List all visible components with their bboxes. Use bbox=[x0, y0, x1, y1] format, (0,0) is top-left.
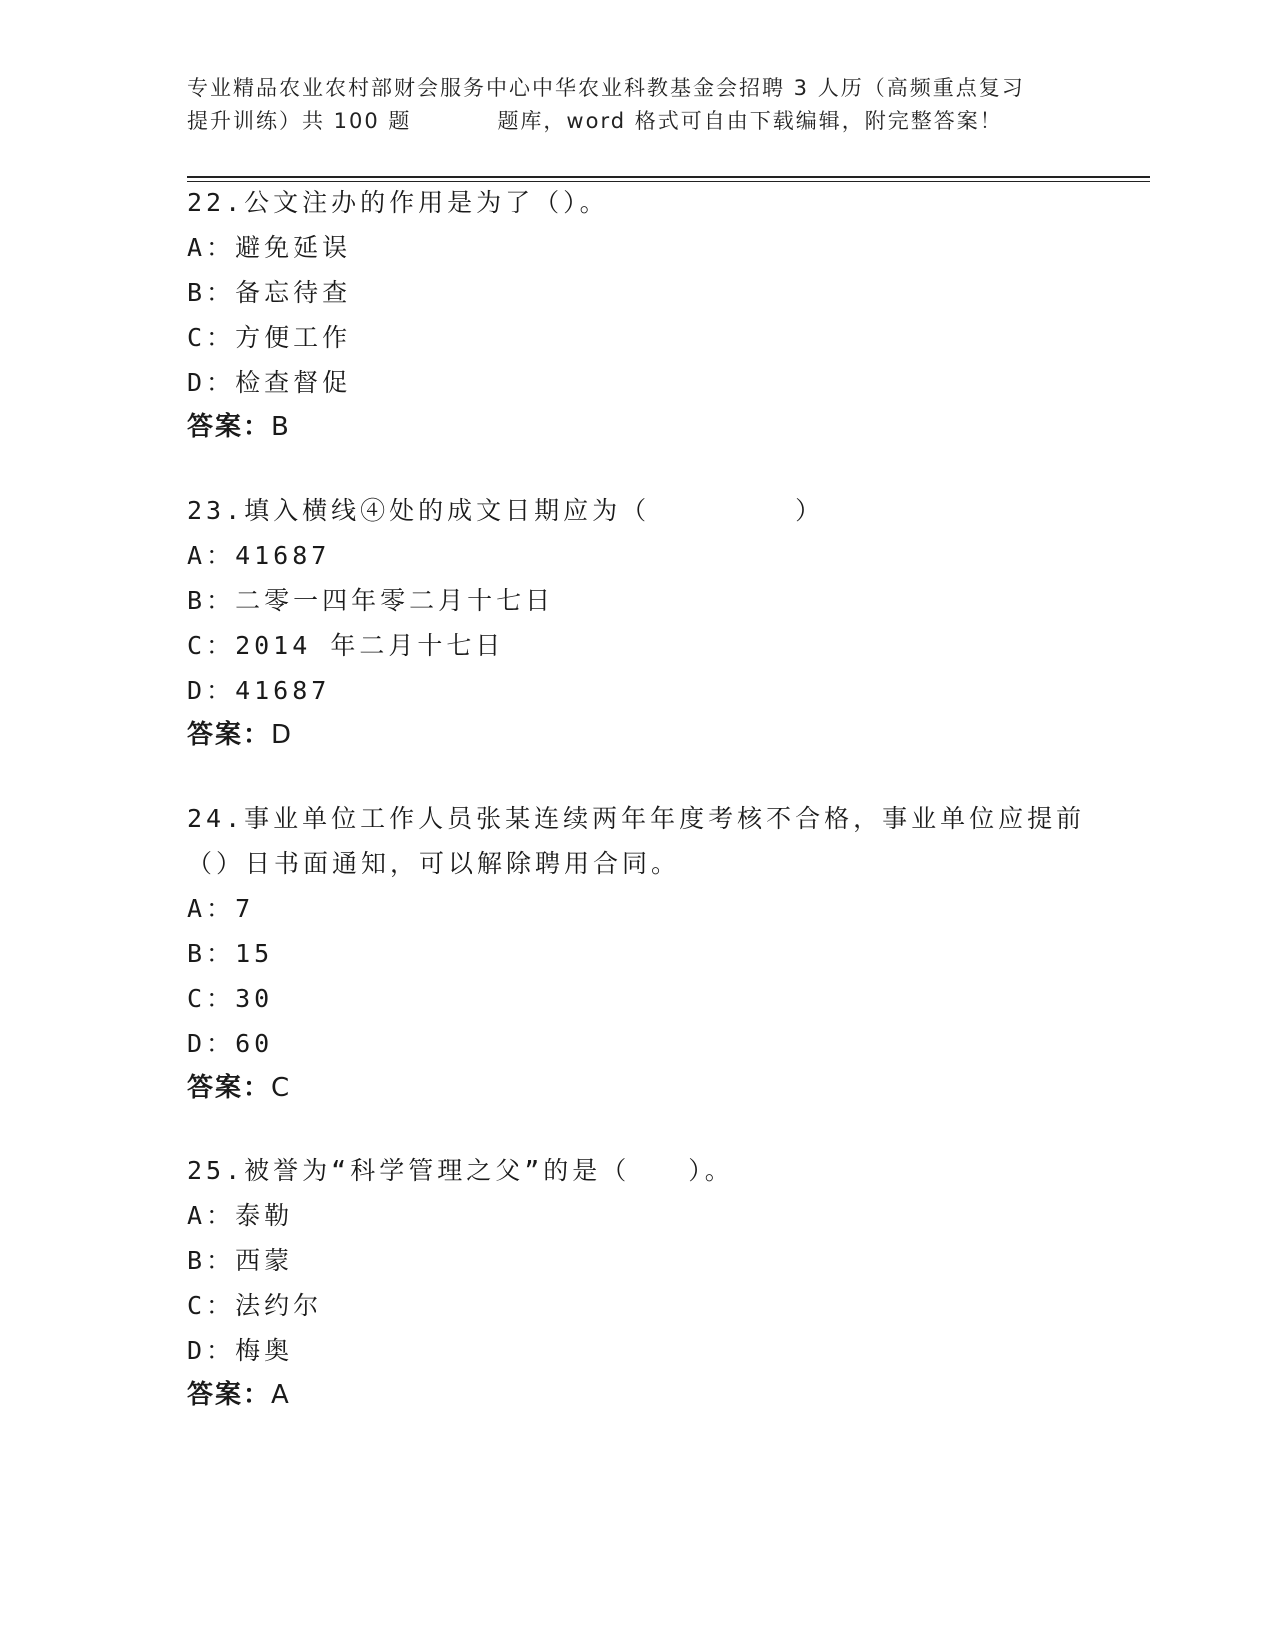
answer-line bbox=[187, 405, 1087, 450]
option-b bbox=[187, 1238, 1087, 1283]
question-stem: 23.填入横线④处的成文日期应为（ ） bbox=[187, 496, 825, 525]
option-text: 西蒙 bbox=[235, 1246, 294, 1275]
question-stem: 22.公文注办的作用是为了（）。 bbox=[187, 188, 609, 217]
option-key: C： bbox=[187, 984, 236, 1013]
answer-label: 答案： bbox=[187, 412, 272, 442]
option-text: 2014 年二月十七日 bbox=[235, 631, 505, 660]
option-a bbox=[187, 886, 1087, 931]
option-b bbox=[187, 931, 1087, 976]
option-key: C： bbox=[187, 1291, 236, 1320]
question-stem: 25.被誉为“科学管理之父”的是（ ）。 bbox=[187, 1156, 734, 1185]
question-block bbox=[187, 1148, 1087, 1418]
option-b bbox=[187, 578, 1087, 623]
option-c bbox=[187, 623, 1087, 668]
option-d bbox=[187, 1021, 1087, 1066]
question-block bbox=[187, 488, 1087, 758]
header-line-1: 专业精品农业农村部财会服务中心中华农业科教基金会招聘 3 人历（高频重点复习 bbox=[187, 76, 1025, 100]
option-key: A： bbox=[187, 541, 236, 570]
answer-value: B bbox=[271, 412, 291, 442]
option-key: A： bbox=[187, 233, 236, 262]
option-text: 方便工作 bbox=[235, 323, 352, 352]
option-text: 30 bbox=[235, 984, 274, 1013]
option-a bbox=[187, 225, 1087, 270]
option-key: D： bbox=[187, 676, 236, 705]
option-text: 41687 bbox=[235, 541, 331, 570]
option-d bbox=[187, 360, 1087, 405]
document-header bbox=[187, 72, 1107, 138]
option-key: D： bbox=[187, 1336, 236, 1365]
option-text: 15 bbox=[235, 939, 274, 968]
header-divider-thick bbox=[187, 176, 1150, 178]
option-key: B： bbox=[187, 586, 236, 615]
answer-label: 答案： bbox=[187, 1380, 272, 1410]
question-block bbox=[187, 180, 1087, 450]
option-a bbox=[187, 1193, 1087, 1238]
answer-line bbox=[187, 1066, 1087, 1111]
answer-line bbox=[187, 713, 1087, 758]
option-text: 泰勒 bbox=[235, 1201, 294, 1230]
option-text: 梅奥 bbox=[235, 1336, 294, 1365]
answer-value: C bbox=[271, 1073, 292, 1103]
option-key: B： bbox=[187, 939, 236, 968]
option-text: 备忘待查 bbox=[235, 278, 352, 307]
option-text: 7 bbox=[235, 894, 255, 923]
answer-line bbox=[187, 1373, 1087, 1418]
answer-value: D bbox=[271, 720, 294, 750]
header-line-2 bbox=[187, 105, 1107, 138]
option-text: 60 bbox=[235, 1029, 274, 1058]
option-key: D： bbox=[187, 368, 236, 397]
answer-label: 答案： bbox=[187, 720, 272, 750]
option-key: D： bbox=[187, 1029, 236, 1058]
option-text: 避免延误 bbox=[235, 233, 352, 262]
option-d bbox=[187, 668, 1087, 713]
option-c bbox=[187, 1283, 1087, 1328]
option-key: B： bbox=[187, 278, 236, 307]
answer-label: 答案： bbox=[187, 1073, 272, 1103]
question-block bbox=[187, 796, 1087, 1111]
option-key: A： bbox=[187, 894, 236, 923]
header-line-2-right: 题库，word 格式可自由下载编辑，附完整答案！ bbox=[497, 109, 1003, 133]
option-key: C： bbox=[187, 631, 236, 660]
option-text: 法约尔 bbox=[235, 1291, 323, 1320]
option-key: A： bbox=[187, 1201, 236, 1230]
option-b bbox=[187, 270, 1087, 315]
option-key: B： bbox=[187, 1246, 236, 1275]
option-text: 41687 bbox=[235, 676, 331, 705]
option-a bbox=[187, 533, 1087, 578]
option-c bbox=[187, 976, 1087, 1021]
question-stem: 24.事业单位工作人员张某连续两年年度考核不合格，事业单位应提前 bbox=[187, 804, 1086, 833]
option-text: 检查督促 bbox=[235, 368, 352, 397]
answer-value: A bbox=[271, 1380, 291, 1410]
question-stem-continued: （）日书面通知，可以解除聘用合同。 bbox=[187, 849, 681, 878]
option-text: 二零一四年零二月十七日 bbox=[235, 586, 555, 615]
option-key: C： bbox=[187, 323, 236, 352]
option-c bbox=[187, 315, 1087, 360]
option-d bbox=[187, 1328, 1087, 1373]
header-line-2-left: 提升训练）共 100 题 bbox=[187, 109, 412, 133]
